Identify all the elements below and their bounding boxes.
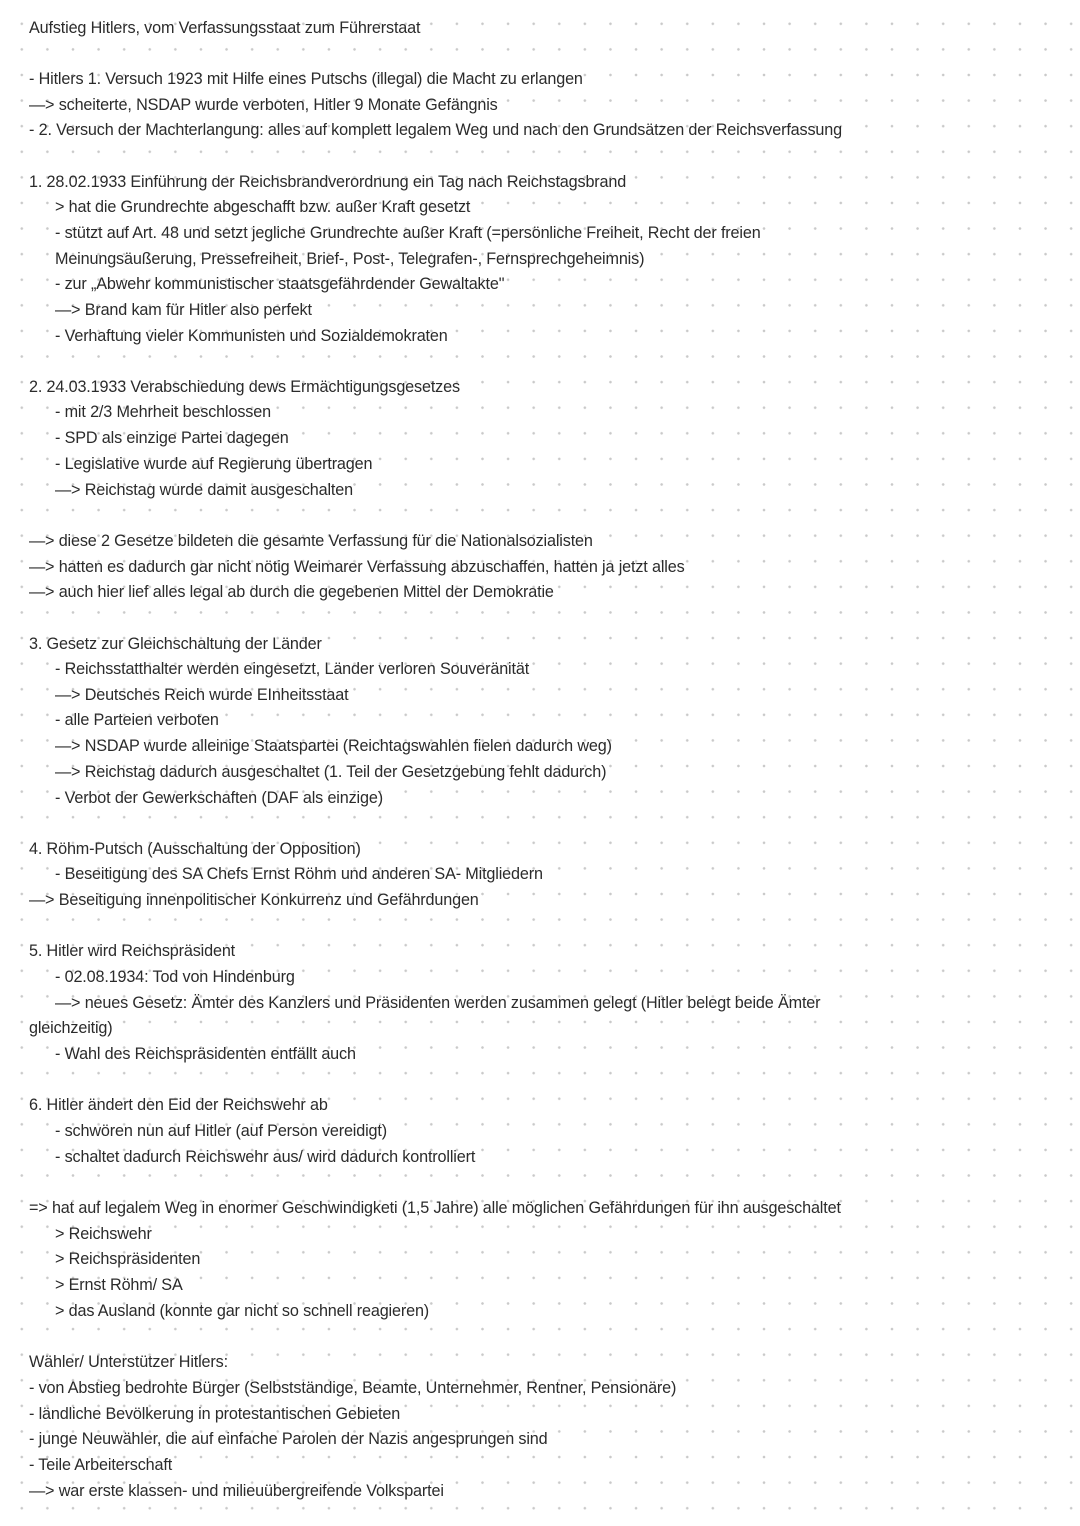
conclusion-line: —> hatten es dadurch gar nicht nötig Weimarer Verfassung abzuschaffen, hatten ja jetzt alles	[29, 558, 685, 576]
section-1-line: Meinungsäußerung, Pressefreiheit, Brief-, Post-, Telegrafen-, Fernsprechgeheimnis)	[55, 250, 645, 268]
conclusion-line: —> auch hier lief alles legal ab durch die gegebenen Mittel der Demokratie	[29, 583, 554, 601]
voters-heading: Wähler/ Unterstützer Hitlers:	[29, 1353, 228, 1371]
intro-line: - Hitlers 1. Versuch 1923 mit Hilfe eines Putschs (illegal) die Macht zu erlangen	[29, 70, 583, 88]
section-1-line: > hat die Grundrechte abgeschafft bzw. außer Kraft gesetzt	[55, 198, 471, 216]
section-5-line: - 02.08.1934: Tod von Hindenburg	[55, 968, 295, 986]
summary-heading: => hat auf legalem Weg in enormer Geschwindigketi (1,5 Jahre) alle möglichen Gefährdungen für ihn ausgeschaltet	[29, 1199, 841, 1217]
section-4-line: - Beseitigung des SA Chefs Ernst Röhm und anderen SA- Mitgliedern	[55, 865, 543, 883]
section-3-line: —> NSDAP wurde alleinige Staatspartei (Reichtagswahlen fielen dadurch weg)	[55, 737, 612, 755]
section-4-conclusion: —> Beseitigung innenpolitischer Konkurrenz und Gefährdungen	[29, 891, 479, 909]
section-5-line: —> neues Gesetz: Ämter des Kanzlers und Präsidenten werden zusammen gelegt (Hitler belegt beide Ämter	[55, 994, 821, 1012]
intro-line: —> scheiterte, NSDAP wurde verboten, Hitler 9 Monate Gefängnis	[29, 96, 498, 114]
section-5-wrap-line: gleichzeitig)	[29, 1019, 113, 1037]
document-title: Aufstieg Hitlers, vom Verfassungsstaat zum Führerstaat	[29, 19, 421, 37]
section-1-line: —> Brand kam für Hitler also perfekt	[55, 301, 312, 319]
summary-item: > Reichspräsidenten	[55, 1250, 201, 1268]
summary-item: > Ernst Röhm/ SA	[55, 1276, 183, 1294]
section-5-heading: 5. Hitler wird Reichspräsident	[29, 942, 236, 960]
section-3-line: - Reichsstatthalter werden eingesetzt, Länder verloren Souveränität	[55, 660, 530, 678]
section-2-line: - mit 2/3 Mehrheit beschlossen	[55, 403, 271, 421]
section-6-line: - schwören nun auf Hitler (auf Person vereidigt)	[55, 1122, 387, 1140]
section-2-line: —> Reichstag wurde damit ausgeschalten	[55, 481, 353, 499]
section-1-line: - stützt auf Art. 48 und setzt jegliche Grundrechte außer Kraft (=persönliche Freiheit, Recht der freien	[55, 224, 761, 242]
section-3-line: - Verbot der Gewerkschaften (DAF als einzige)	[55, 789, 383, 807]
section-1-heading: 1. 28.02.1933 Einführung der Reichsbrandverordnung ein Tag nach Reichstagsbrand	[29, 173, 627, 191]
section-3-line: —> Reichstag dadurch ausgeschaltet (1. Teil der Gesetzgebung fehlt dadurch)	[55, 763, 607, 781]
section-4-heading: 4. Röhm-Putsch (Ausschaltung der Opposition)	[29, 840, 361, 858]
section-2-heading: 2. 24.03.1933 Verabschiedung dews Ermächtigungsgesetzes	[29, 378, 460, 396]
summary-item: > das Ausland (konnte gar nicht so schnell reagieren)	[55, 1302, 430, 1320]
section-3-line: - alle Parteien verboten	[55, 711, 219, 729]
section-6-line: - schaltet dadurch Reichswehr aus/ wird dadurch kontrolliert	[55, 1148, 476, 1166]
voters-line: —> war erste klassen- und milieuübergreifende Volkspartei	[29, 1482, 444, 1500]
voters-line: - ländliche Bevölkerung in protestantischen Gebieten	[29, 1405, 401, 1423]
section-6-heading: 6. Hitler ändert den Eid der Reichswehr ab	[29, 1096, 328, 1114]
voters-line: - von Abstieg bedrohte Bürger (Selbstständige, Beamte, Unternehmer, Rentner, Pensionäre)	[29, 1379, 677, 1397]
section-1-line: - Verhaftung vieler Kommunisten und Sozialdemokraten	[55, 327, 448, 345]
voters-line: - junge Neuwähler, die auf einfache Parolen der Nazis angesprungen sind	[29, 1430, 548, 1448]
section-3-heading: 3. Gesetz zur Gleichschaltung der Länder	[29, 635, 322, 653]
conclusion-line: —> diese 2 Gesetze bildeten die gesamte Verfassung für die Nationalsozialisten	[29, 532, 593, 550]
intro-line: - 2. Versuch der Machterlangung: alles auf komplett legalem Weg und nach den Grundsätzen der Reichsverfassung	[29, 121, 842, 139]
section-2-line: - Legislative wurde auf Regierung übertragen	[55, 455, 373, 473]
section-3-line: —> Deutsches Reich wurde EInheitsstaat	[55, 686, 349, 704]
section-1-line: - zur „Abwehr kommunistischer staatsgefährdender Gewaltakte"	[55, 275, 505, 293]
section-5-line: - Wahl des Reichspräsidenten entfällt auch	[55, 1045, 356, 1063]
section-2-line: - SPD als einzige Partei dagegen	[55, 429, 289, 447]
voters-line: - Teile Arbeiterschaft	[29, 1456, 173, 1474]
summary-item: > Reichswehr	[55, 1225, 152, 1243]
